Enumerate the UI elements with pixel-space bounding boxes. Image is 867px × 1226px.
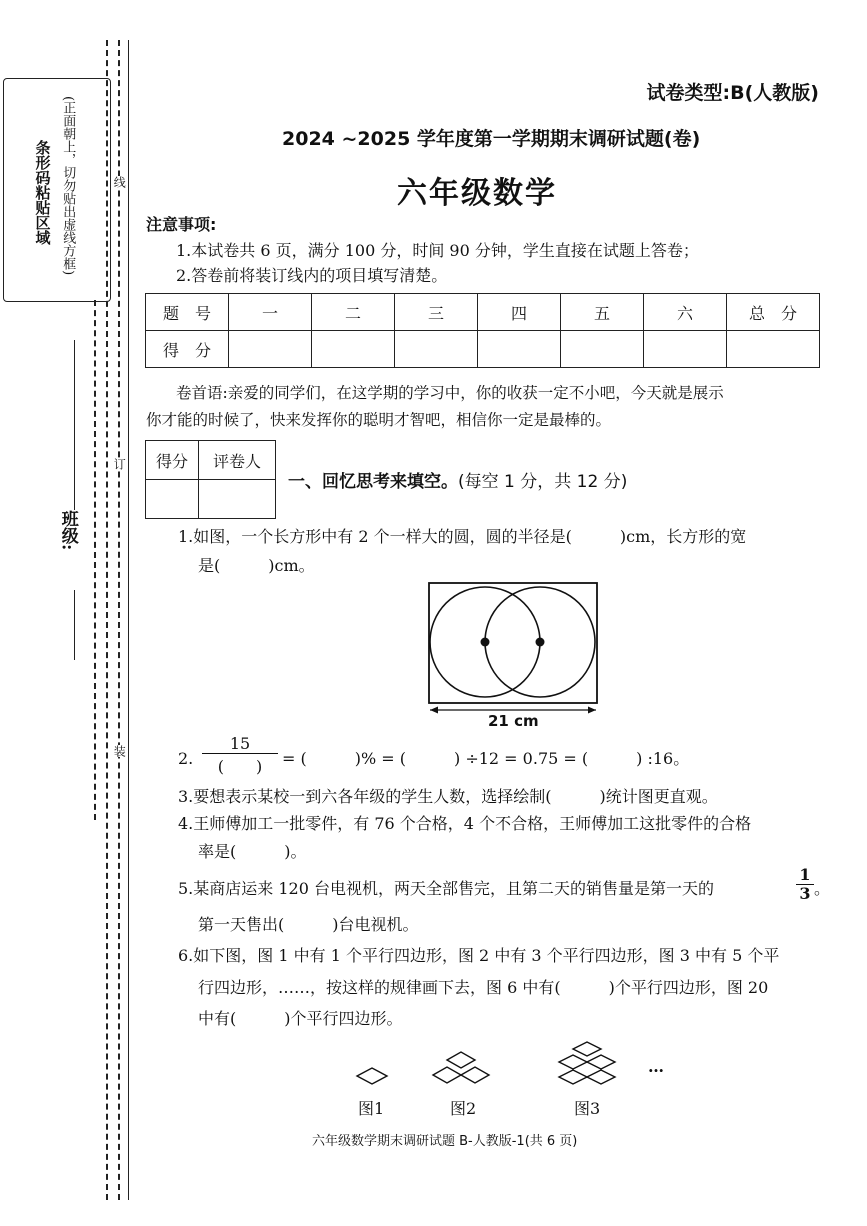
dimension-arrow-left: [430, 707, 438, 714]
score-header-cell: 五: [561, 294, 644, 331]
barcode-note: (正面朝上，切勿贴出虚线方框): [60, 96, 76, 276]
rhombus-shape: [559, 1055, 587, 1069]
binding-mark-ding: 订: [112, 458, 127, 470]
preface-line-1: 卷首语:亲爱的同学们，在这学期的学习中，你的收获一定不小吧，今天就是展示: [176, 384, 724, 402]
score-cell[interactable]: [312, 331, 395, 368]
q5-fraction: [796, 866, 814, 903]
rhombus-shape: [587, 1055, 615, 1069]
pattern-figure-1: [355, 1065, 389, 1087]
score-header-cell: 一: [229, 294, 312, 331]
q5-line-1: 5.某商店运来 120 台电视机，两天全部售完，且第二天的销售量是第一天的: [178, 879, 714, 898]
blank-field-line[interactable]: [74, 590, 75, 660]
rhombus-shape: [461, 1067, 489, 1083]
subject-title: 六年级数学: [397, 176, 557, 211]
q4-line-2: 率是( )。: [198, 842, 307, 861]
figure-label-2: 图2: [450, 1099, 477, 1118]
grader-reviewer-cell[interactable]: [199, 480, 276, 519]
q5-end: 。: [814, 879, 831, 898]
rhombus-shape: [587, 1070, 615, 1084]
rectangle-shape: [429, 583, 597, 703]
pattern-ellipsis: …: [648, 1057, 664, 1076]
score-cell[interactable]: [644, 331, 727, 368]
q1-dimension-label: 21 cm: [488, 712, 539, 730]
section-1-note: (每空 1 分，共 12 分): [458, 472, 628, 492]
q5-denominator: 3: [799, 884, 811, 903]
page-footer: 六年级数学期末调研试题 B-人教版-1(共 6 页): [312, 1134, 578, 1149]
q4-line-1: 4.王师傅加工一批零件，有 76 个合格，4 个不合格，王师傅加工这批零件的合格: [178, 814, 752, 833]
center-dot-left: [481, 638, 490, 647]
score-table: [145, 293, 820, 368]
rhombus-shape: [433, 1067, 461, 1083]
score-header-cell: 总 分: [727, 294, 820, 331]
binding-dashed-line-mid: [118, 40, 120, 1200]
notice-item-2: 2.答卷前将装订线内的项目填写清楚。: [176, 266, 448, 285]
score-header-cell: 四: [478, 294, 561, 331]
pattern-figure-3: [555, 1040, 619, 1094]
figure-label-3: 图3: [574, 1099, 601, 1118]
score-cell[interactable]: [478, 331, 561, 368]
exam-title: 2024 ~2025 学年度第一学期期末调研试题(卷): [282, 128, 701, 150]
rhombus-shape: [357, 1068, 387, 1084]
q2-numerator: 15: [202, 734, 278, 754]
q6-line-2: 行四边形，……，按这样的规律画下去，图 6 中有( )个平行四边形，图 20: [198, 978, 769, 997]
rhombus-shape: [447, 1052, 475, 1068]
rhombus-shape: [573, 1042, 601, 1056]
score-header-cell: 六: [644, 294, 727, 331]
q2-prefix: 2.: [178, 749, 194, 768]
grader-col-score: 得分: [146, 441, 199, 480]
score-cell[interactable]: [229, 331, 312, 368]
pattern-figure-2: [430, 1048, 492, 1088]
q2-fraction: [202, 734, 278, 777]
section-1-title: [288, 467, 627, 492]
grader-col-reviewer: 评卷人: [199, 441, 276, 480]
grader-score-cell[interactable]: [146, 480, 199, 519]
rhombus-shape: [559, 1070, 587, 1084]
score-cell[interactable]: [727, 331, 820, 368]
score-header-cell: 题 号: [146, 294, 229, 331]
preface-line-2: 你才能的时候了，快来发挥你的聪明才智吧，相信你一定是最棒的。: [146, 411, 612, 429]
binding-solid-line: [128, 40, 129, 1200]
score-cell[interactable]: [395, 331, 478, 368]
q6-line-3: 中有( )个平行四边形。: [198, 1009, 403, 1028]
score-table-value-row: [146, 331, 820, 368]
paper-type: 试卷类型:B(人教版): [646, 82, 819, 104]
q2-denominator: ( ): [217, 757, 263, 776]
score-table-header-row: [146, 294, 820, 331]
q1-line-1: 1.如图，一个长方形中有 2 个一样大的圆，圆的半径是( )cm，长方形的宽: [178, 527, 747, 546]
notice-item-1: 1.本试卷共 6 页，满分 100 分，时间 90 分钟，学生直接在试题上答卷；: [176, 241, 699, 260]
q1-rectangle-circles-figure: [420, 580, 610, 730]
q1-line-2: 是( )cm。: [198, 556, 315, 575]
class-field-line[interactable]: [74, 340, 75, 510]
binding-mark-zhuang: 装: [112, 745, 127, 757]
barcode-box: [3, 78, 111, 302]
score-header-cell: 二: [312, 294, 395, 331]
q5-line-2: 第一天售出( )台电视机。: [198, 915, 419, 934]
grader-table: [145, 440, 276, 519]
binding-dashed-line-left: [94, 300, 96, 820]
figure-label-1: 图1: [358, 1099, 385, 1118]
score-cell[interactable]: [561, 331, 644, 368]
barcode-label: 条形码粘贴区域: [33, 140, 52, 245]
score-row-label: 得 分: [146, 331, 229, 368]
binding-mark-line: 线: [112, 176, 127, 188]
score-header-cell: 三: [395, 294, 478, 331]
q5-numerator: 1: [796, 866, 814, 885]
dimension-arrow-right: [588, 707, 596, 714]
notice-title: 注意事项:: [146, 215, 217, 234]
class-label: 班级:: [57, 510, 78, 551]
section-1-heading: 一、回忆思考来填空。: [288, 472, 458, 492]
q6-line-1: 6.如下图，图 1 中有 1 个平行四边形，图 2 中有 3 个平行四边形，图 3 中有 5 个平: [178, 946, 780, 965]
q2-rest: = ( )% = ( ) ÷12 = 0.75 = ( ) :16。: [282, 749, 690, 768]
q3-text: 3.要想表示某校一到六各年级的学生人数，选择绘制( )统计图更直观。: [178, 787, 718, 806]
center-dot-right: [536, 638, 545, 647]
